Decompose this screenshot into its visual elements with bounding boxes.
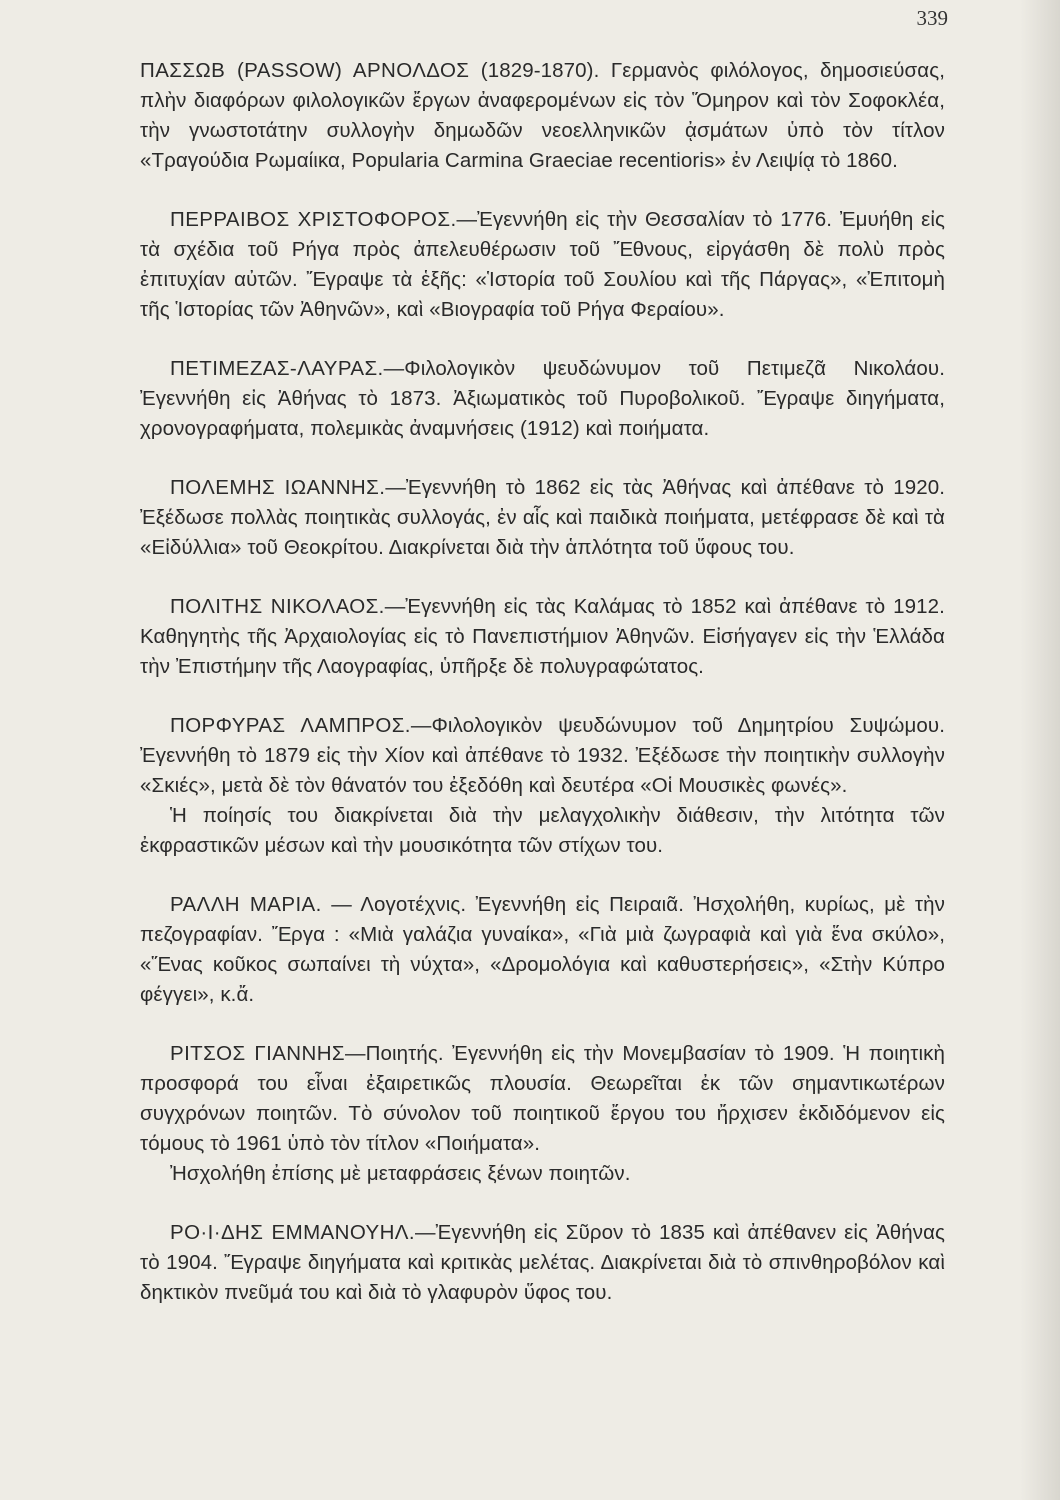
entry-ralli	[140, 890, 945, 1010]
entry-text: —Φιλολογικὸν ψευδώνυμον τοῦ Πετιμεζᾶ Νικολάου. Ἐγεννήθη εἰς Ἀθήνας τὸ 1873. Ἀξιωματικὸς τοῦ Πυροβολικοῦ. Ἔγραψε διηγήματα, χρονογραφήματα, πολεμικὰς ἀναμνήσεις (1912) καὶ ποιήματα.	[140, 357, 945, 440]
entry-roidis	[140, 1218, 945, 1308]
entry-name: ΠΟΡΦΥΡΑΣ ΛΑΜΠΡΟΣ.	[170, 714, 411, 737]
entry-text: (1829-1870). Γερμανὸς φιλόλογος, δημοσιεύσας, πλὴν διαφόρων φιλολογικῶν ἔργων ἀναφερομένων εἰς τὸν Ὅμηρον καὶ τὸν Σοφοκλέα, τὴν γνωστοτάτην συλλογὴν δημωδῶν νεοελληνικῶν ᾀσμάτων ὑπὸ τὸν τίτλον «Τραγούδια Ρωμαίικα, Popularia Carmina Graeciae recentioris» ἐν Λειψίᾳ τὸ 1860.	[140, 59, 945, 172]
entry-perraivos	[140, 205, 945, 325]
entry-name: ΠΑΣΣΩΒ (PASSOW) ΑΡΝΟΛΔΟΣ	[140, 59, 470, 82]
entry-text: Ἡ ποίησίς του διακρίνεται διὰ τὴν μελαγχολικὴν διάθεσιν, τὴν λιτότητα τῶν ἐκφραστικῶν μέσων καὶ τὴν μουσικότητα τῶν στίχων του.	[140, 804, 945, 857]
entry-porfyras	[140, 711, 945, 861]
entry-name: ΡΟ·Ι·ΔΗΣ ΕΜΜΑΝΟΥΗΛ.	[170, 1221, 415, 1244]
entry-text: — Λογοτέχνις. Ἐγεννήθη εἰς Πειραιᾶ. Ἠσχολήθη, κυρίως, μὲ τὴν πεζογραφίαν. Ἔργα : «Μιὰ γαλάζια γυναίκα», «Γιὰ μιὰ ζωγραφιὰ καὶ γιὰ ἕνα σκύλο», «Ἕνας κοῦκος σωπαίνει τὴ νύχτα», «Δρομολόγια καὶ καθυστερήσεις», «Στὴν Κύπρο φέγγει», κ.ἄ.	[140, 893, 945, 1006]
entry-name: ΡΑΛΛΗ ΜΑΡΙΑ.	[170, 893, 322, 916]
entry-petimezas	[140, 354, 945, 444]
entry-name: ΠΕΡΡΑΙΒΟΣ ΧΡΙΣΤΟΦΟΡΟΣ.	[170, 208, 457, 231]
biography-entries	[140, 56, 945, 1337]
entry-text: Ἠσχολήθη ἐπίσης μὲ μεταφράσεις ξένων ποιητῶν.	[170, 1162, 631, 1185]
entry-politis	[140, 592, 945, 682]
page-number: 339	[916, 6, 948, 30]
entry-text: —Ἐγεννήθη εἰς τὴν Θεσσαλίαν τὸ 1776. Ἐμυήθη εἰς τὰ σχέδια τοῦ Ρήγα πρὸς ἀπελευθέρωσιν τοῦ Ἔθνους, εἰργάσθη δὲ πολὺ πρὸς ἐπιτυχίαν αὐτῶν. Ἔγραψε τὰ ἑξῆς: «Ἱστορία τοῦ Σουλίου καὶ τῆς Πάργας», «Ἐπιτομὴ τῆς Ἱστορίας τῶν Ἀθηνῶν», καὶ «Βιογραφία τοῦ Ρήγα Φεραίου».	[140, 208, 946, 321]
entry-ritsos	[140, 1039, 945, 1189]
entry-name: ΠΕΤΙΜΕΖΑΣ-ΛΑΥΡΑΣ.	[170, 357, 384, 380]
entry-name: ΡΙΤΣΟΣ ΓΙΑΝΝΗΣ	[170, 1042, 345, 1065]
entry-text: —Ποιητής. Ἐγεννήθη εἰς τὴν Μονεμβασίαν τὸ 1909. Ἡ ποιητικὴ προσφορά του εἶναι ἐξαιρετικῶς πλουσία. Θεωρεῖται ἐκ τῶν σημαντικωτέρων συγχρόνων ποιητῶν. Τὸ σύνολον τοῦ ποιητικοῦ ἔργου του ἤρχισεν ἐκδιδόμενον εἰς τόμους τὸ 1961 ὑπὸ τὸν τίτλον «Ποιήματα».	[140, 1042, 945, 1155]
page-edge-shadow	[1020, 0, 1060, 1500]
entry-polemis	[140, 473, 945, 563]
entry-text: —Φιλολογικὸν ψευδώνυμον τοῦ Δημητρίου Συψώμου. Ἐγεννήθη τὸ 1879 εἰς τὴν Χίον καὶ ἀπέθανε τὸ 1932. Ἐξέδωσε τὴν ποιητικὴν συλλογὴν «Σκιές», μετὰ δὲ τὸν θάνατόν του ἐξεδόθη καὶ δευτέρα «Οἱ Μουσικὲς φωνές».	[140, 714, 945, 797]
entry-name: ΠΟΛΕΜΗΣ ΙΩΑΝΝΗΣ.	[170, 476, 386, 499]
entry-text: —Ἐγεννήθη τὸ 1862 εἰς τὰς Ἀθήνας καὶ ἀπέθανε τὸ 1920. Ἐξέδωσε πολλὰς ποιητικὰς συλλογάς, ἐν αἷς καὶ παιδικὰ ποιήματα, μετέφρασε δὲ καὶ τὰ «Εἰδύλλια» τοῦ Θεοκρίτου. Διακρίνεται διὰ τὴν ἁπλότητα τοῦ ὕφους του.	[140, 476, 945, 559]
entry-text: —Ἐγεννήθη εἰς τὰς Καλάμας τὸ 1852 καὶ ἀπέθανε τὸ 1912. Καθηγητὴς τῆς Ἀρχαιολογίας εἰς τὸ Πανεπιστήμιον Ἀθηνῶν. Εἰσήγαγεν εἰς τὴν Ἑλλάδα τὴν Ἐπιστήμην τῆς Λαογραφίας, ὑπῆρξε δὲ πολυγραφώτατος.	[140, 595, 945, 678]
entry-passow	[140, 56, 945, 176]
entry-name: ΠΟΛΙΤΗΣ ΝΙΚΟΛΑΟΣ.	[170, 595, 385, 618]
entry-text: —Ἐγεννήθη εἰς Σῦρον τὸ 1835 καὶ ἀπέθανεν εἰς Ἀθήνας τὸ 1904. Ἔγραψε διηγήματα καὶ κριτικὰς μελέτας. Διακρίνεται διὰ τὸ σπινθηροβόλον καὶ δηκτικὸν πνεῦμά του καὶ διὰ τὸ γλαφυρὸν ὕφος του.	[140, 1221, 945, 1304]
